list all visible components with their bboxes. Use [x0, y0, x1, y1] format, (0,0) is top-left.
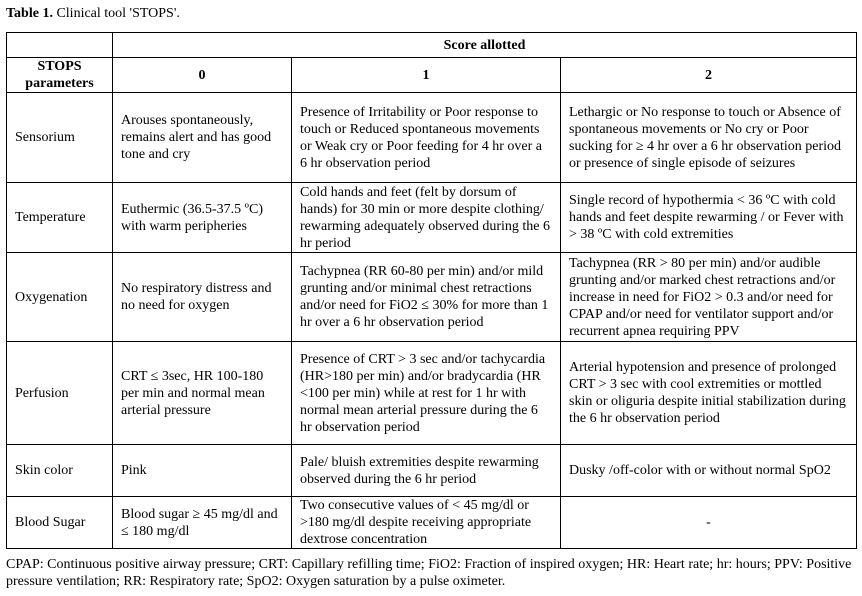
score-0-cell: Pink	[113, 445, 292, 497]
header-row-score	[7, 33, 857, 58]
parameter-cell: Oxygenation	[7, 253, 113, 342]
table-row-perfusion	[7, 342, 857, 445]
score-2-cell: Lethargic or No response to touch or Absence of spontaneous movements or No cry or Poor sucking for ≥ 4 hr over a 6 hr observation period or presence of single episode of seizures	[561, 93, 857, 183]
score-0-cell: No respiratory distress and no need for oxygen	[113, 253, 292, 342]
header-empty-cell	[7, 33, 113, 58]
header-row-columns	[7, 58, 857, 93]
score-2-cell: Arterial hypotension and presence of prolonged CRT > 3 sec with cool extremities or mottled skin or oliguria despite initial stabilization during the 6 hr observation period	[561, 342, 857, 445]
score-0-cell: Arouses spontaneously, remains alert and has good tone and cry	[113, 93, 292, 183]
score-2-cell: Dusky /off-color with or without normal SpO2	[561, 445, 857, 497]
table-row-temperature	[7, 183, 857, 253]
score-0-cell: Blood sugar ≥ 45 mg/dl and ≤ 180 mg/dl	[113, 497, 292, 549]
parameter-cell: Perfusion	[7, 342, 113, 445]
table-row-blood-sugar	[7, 497, 857, 549]
score-2-cell: -	[561, 497, 857, 549]
score-2-cell: Single record of hypothermia < 36 ºC with cold hands and feet despite rewarming / or Fever with > 38 ºC with cold extremities	[561, 183, 857, 253]
table-row-oxygenation	[7, 253, 857, 342]
table-row-skin-color	[7, 445, 857, 497]
parameter-cell: Blood Sugar	[7, 497, 113, 549]
table-title: Clinical tool 'STOPS'.	[56, 6, 180, 21]
table-number: Table 1.	[6, 6, 53, 21]
score-1-cell: Presence of Irritability or Poor response to touch or Reduced spontaneous movements or Weak cry or Poor feeding for 4 hr over a 6 hr observation period	[292, 93, 561, 183]
parameter-cell: Skin color	[7, 445, 113, 497]
score-allotted-header: Score allotted	[113, 33, 857, 58]
score-1-cell: Cold hands and feet (felt by dorsum of hands) for 30 min or more despite clothing/ rewarming adequately observed during the 6 hr period	[292, 183, 561, 253]
score-0-header: 0	[113, 58, 292, 93]
parameter-cell: Temperature	[7, 183, 113, 253]
table-row-sensorium	[7, 93, 857, 183]
score-0-cell: CRT ≤ 3sec, HR 100-180 per min and normal mean arterial pressure	[113, 342, 292, 445]
score-1-cell: Presence of CRT > 3 sec and/or tachycardia (HR>180 per min) and/or bradycardia (HR <100 per min) while at rest for 1 hr with normal mean arterial pressure during the 6 hr observation period	[292, 342, 561, 445]
score-1-cell: Tachypnea (RR 60-80 per min) and/or mild grunting and/or minimal chest retractions and/or need for FiO2 ≤ 30% for more than 1 hr over a 6 hr observation period	[292, 253, 561, 342]
score-1-header: 1	[292, 58, 561, 93]
score-2-cell: Tachypnea (RR > 80 per min) and/or audible grunting and/or marked chest retractions and/or increase in need for FiO2 > 0.3 and/or need for CPAP and/or need for ventilator support and/or recurrent apnea requiring PPV	[561, 253, 857, 342]
parameters-header: STOPS parameters	[7, 58, 113, 93]
parameter-cell: Sensorium	[7, 93, 113, 183]
table-footnote: CPAP: Continuous positive airway pressure; CRT: Capillary refilling time; FiO2: Fraction of inspired oxygen; HR: Heart rate; hr: hours; PPV: Positive pressure ventilation; RR: Respiratory rate; SpO2: Oxygen saturation by a pulse oximeter.	[6, 557, 852, 589]
stops-table	[6, 32, 857, 549]
score-1-cell: Pale/ bluish extremities despite rewarming observed during the 6 hr period	[292, 445, 561, 497]
table-caption	[6, 6, 180, 22]
score-0-cell: Euthermic (36.5-37.5 ºC) with warm peripheries	[113, 183, 292, 253]
score-1-cell: Two consecutive values of < 45 mg/dl or >180 mg/dl despite receiving appropriate dextrose concentration	[292, 497, 561, 549]
score-2-header: 2	[561, 58, 857, 93]
